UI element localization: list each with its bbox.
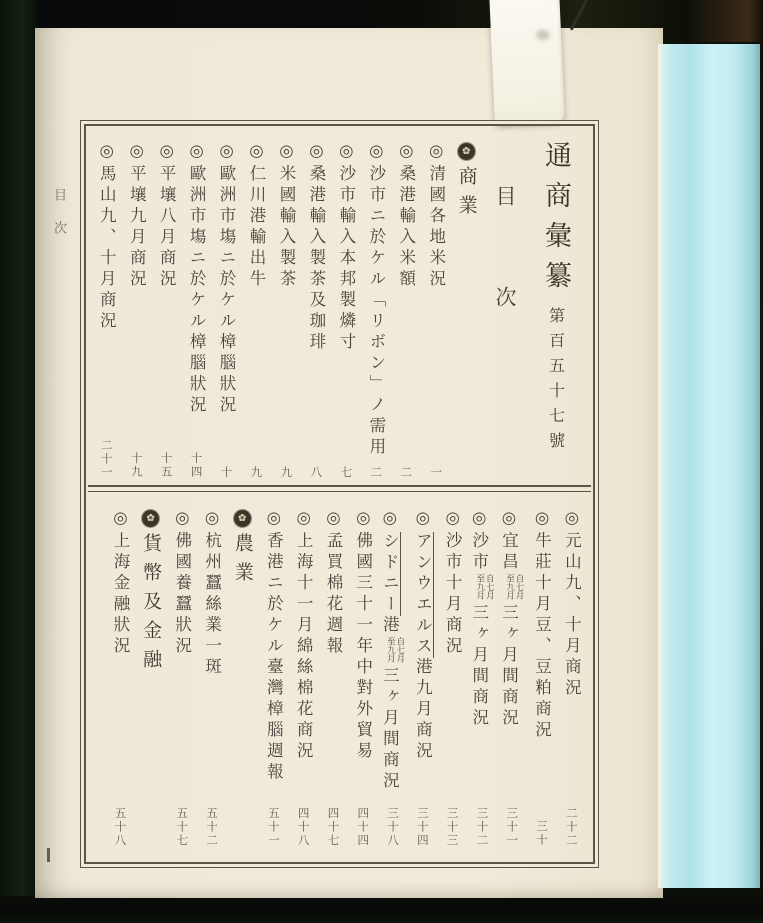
entry-title: ◎歐洲市塲ニ於ケル樟腦狀況 (187, 141, 207, 417)
entry-page-number: 四十八 (296, 806, 311, 847)
entry-marker: ◎ (217, 141, 237, 165)
entry-page-number: 九 (279, 465, 294, 479)
toc-top-half (87, 127, 592, 485)
entry-marker: ◎ (562, 508, 582, 532)
toc-entry-column (167, 508, 197, 849)
toc-entry-column (391, 141, 421, 481)
entry-marker: ◎ (443, 508, 463, 532)
toc-heading-column (482, 141, 527, 481)
entry-title: ◎佛國養蠶狀況 (172, 508, 192, 658)
toc-entry-column (288, 508, 318, 849)
toc-entry-column (437, 508, 467, 849)
toc-entry-column (467, 508, 497, 849)
entry-page-number: 五十八 (113, 806, 128, 847)
entry-marker: ◎ (366, 141, 386, 165)
journal-title: 通商彙纂 (540, 141, 572, 301)
toc-entry-column (258, 508, 288, 849)
margin-edge-label: 目次 (51, 188, 66, 254)
photo-dark-bottom-band (0, 896, 763, 923)
entry-page-number: 三十四 (415, 806, 430, 847)
entry-title: ◎孟買棉花週報 (323, 508, 343, 658)
entry-marker: ◎ (396, 141, 416, 165)
entry-marker: ◎ (426, 141, 446, 165)
entry-marker: ◎ (413, 508, 433, 532)
entry-marker: ◎ (202, 508, 222, 532)
toc-entry-column (105, 508, 135, 849)
entry-title: ◎米國輸入製茶 (276, 141, 296, 291)
toc-heading: 目次 (492, 185, 517, 387)
entry-page-number: 八 (309, 465, 324, 479)
entry-page-number: 三十 (535, 820, 550, 847)
entry-title: ◎杭州蠶絲業一斑 (202, 508, 222, 679)
entry-title: ◎元山九、十月商況 (562, 508, 582, 700)
entry-title: ◎清國各地米況 (426, 141, 446, 291)
toc-entry-column (497, 508, 527, 849)
entry-title: ◎沙市自七月至九月三ヶ月間商況 (469, 508, 495, 730)
entry-title: ◎平壤八月商況 (157, 141, 177, 291)
entry-page-number: 三十三 (445, 806, 460, 847)
entry-page-number: 二 (399, 465, 414, 479)
section-header-finance (135, 508, 167, 849)
entry-title: ◎沙市十月商況 (443, 508, 463, 658)
toc-entry-column (271, 141, 301, 481)
entry-title: ◎沙市ニ於ケル「リボン」ノ需用 (366, 141, 386, 459)
section-label: 商業 (455, 166, 478, 224)
entry-page-number: 五十七 (175, 806, 190, 847)
entry-marker: ◎ (187, 141, 207, 165)
entry-title: ◎上海十一月綿絲棉花商況 (294, 508, 314, 763)
entry-page-number: 四十四 (356, 806, 371, 847)
warichu-note: 自七月至九月 (385, 636, 405, 662)
entry-marker: ◎ (97, 141, 117, 165)
entry-page-number: 四十七 (326, 806, 341, 847)
section-header-agriculture (226, 508, 258, 849)
toc-entry-column (331, 141, 361, 481)
toc-entry-column (318, 508, 348, 849)
entry-title: ◎アンウエルス港九月商況 (413, 508, 433, 763)
entry-title: ◎シドニー港自七月至九月三ヶ月間商況 (380, 508, 405, 793)
section-label: 農業 (231, 533, 254, 591)
entry-marker: ◎ (306, 141, 326, 165)
entry-marker: ◎ (127, 141, 147, 165)
entry-marker: ◎ (532, 508, 552, 532)
entry-marker: ◎ (380, 508, 400, 532)
toc-entry-column (526, 508, 556, 849)
entry-page-number: 十四 (189, 452, 204, 479)
entry-title: ◎歐洲市塲ニ於ケル樟腦狀況 (217, 141, 237, 417)
entry-page-number: 三十八 (386, 806, 401, 847)
photo-dark-left-band (0, 0, 38, 923)
warichu-note: 自七月至九月 (504, 573, 524, 599)
section-header-commerce (450, 141, 481, 481)
entry-marker: ◎ (172, 508, 192, 532)
toc-frame (80, 120, 599, 868)
margin-tick (47, 848, 50, 862)
toc-entry-column (241, 141, 271, 481)
entry-marker: ◎ (469, 508, 489, 532)
section-seal-icon: ✿ (458, 143, 475, 160)
entry-marker: ◎ (353, 508, 373, 532)
ink-smudge (536, 30, 550, 40)
proper-noun-text: シドニー (380, 531, 400, 616)
toc-entry-column (301, 141, 331, 481)
entry-marker: ◎ (499, 508, 519, 532)
section-seal-icon: ✿ (234, 510, 251, 527)
toc-entry-column (151, 141, 181, 481)
toc-entry-column (196, 508, 226, 849)
entry-page-number: 十五 (159, 452, 174, 479)
paper-bookmark-slip (489, 0, 565, 125)
entry-title: ◎桑港輸入米額 (396, 141, 416, 291)
entry-title: ◎佛國三十一年中對外貿易 (353, 508, 373, 763)
entry-page-number: 九 (249, 465, 264, 479)
entry-title: ◎宜昌自七月至九月三ヶ月間商況 (499, 508, 524, 730)
warichu-note: 自七月至九月 (474, 573, 495, 599)
entry-title: ◎馬山九、十月商況 (97, 141, 117, 333)
entry-title: ◎仁川港輸出牛 (247, 141, 266, 291)
section-seal-icon: ✿ (142, 510, 159, 527)
entry-page-number: 二十一 (99, 438, 114, 479)
entry-title: ◎沙市輸入本邦製燐寸 (336, 141, 356, 354)
entry-page-number: 二十二 (564, 806, 579, 847)
entry-marker: ◎ (110, 508, 130, 532)
entry-title: ◎平壤九月商況 (127, 141, 147, 291)
entry-page-number: 十九 (129, 452, 144, 479)
toc-entry-column (556, 508, 586, 849)
toc-frame-inner (87, 127, 592, 861)
entry-page-number: 五十一 (266, 806, 281, 847)
toc-entry-column (211, 141, 241, 481)
entry-page-number: 三十一 (505, 806, 520, 847)
toc-entry-column (348, 508, 378, 849)
half-divider-rule (88, 485, 591, 492)
entry-marker: ◎ (336, 141, 356, 165)
entry-marker: ◎ (323, 508, 343, 532)
toc-entry-column (91, 141, 121, 481)
toc-entry-column (121, 141, 151, 481)
toc-entry-column (377, 508, 407, 849)
entry-page-number: 七 (339, 465, 354, 479)
entry-title: ◎牛莊十月豆、豆粕商況 (532, 508, 552, 742)
entry-marker: ◎ (157, 141, 177, 165)
section-label: 貨幣及金融 (140, 533, 163, 678)
toc-entry-column (407, 508, 437, 849)
next-page-edge (658, 44, 760, 888)
entry-page-number: 一 (429, 465, 444, 479)
entry-marker: ◎ (276, 141, 296, 165)
toc-bottom-half (87, 492, 592, 861)
entry-title: ◎上海金融狀況 (110, 508, 130, 658)
entry-marker: ◎ (294, 508, 314, 532)
entry-title: ◎桑港輸入製茶及珈琲 (306, 141, 326, 354)
toc-entry-column (421, 141, 451, 481)
entry-page-number: 十 (219, 465, 234, 479)
entry-marker: ◎ (247, 141, 266, 165)
toc-entry-column (181, 141, 211, 481)
entry-marker: ◎ (264, 508, 284, 532)
issue-number: 第百五十七號 (546, 307, 566, 457)
toc-entry-column (361, 141, 391, 481)
entry-page-number: 三十二 (475, 806, 490, 847)
entry-title: ◎香港ニ於ケル臺灣樟腦週報 (264, 508, 284, 784)
entry-page-number: 五十二 (205, 806, 220, 847)
masthead-column (527, 141, 584, 481)
entry-page-number: 二 (369, 465, 384, 479)
proper-noun-text: アンウエルス (413, 531, 433, 658)
